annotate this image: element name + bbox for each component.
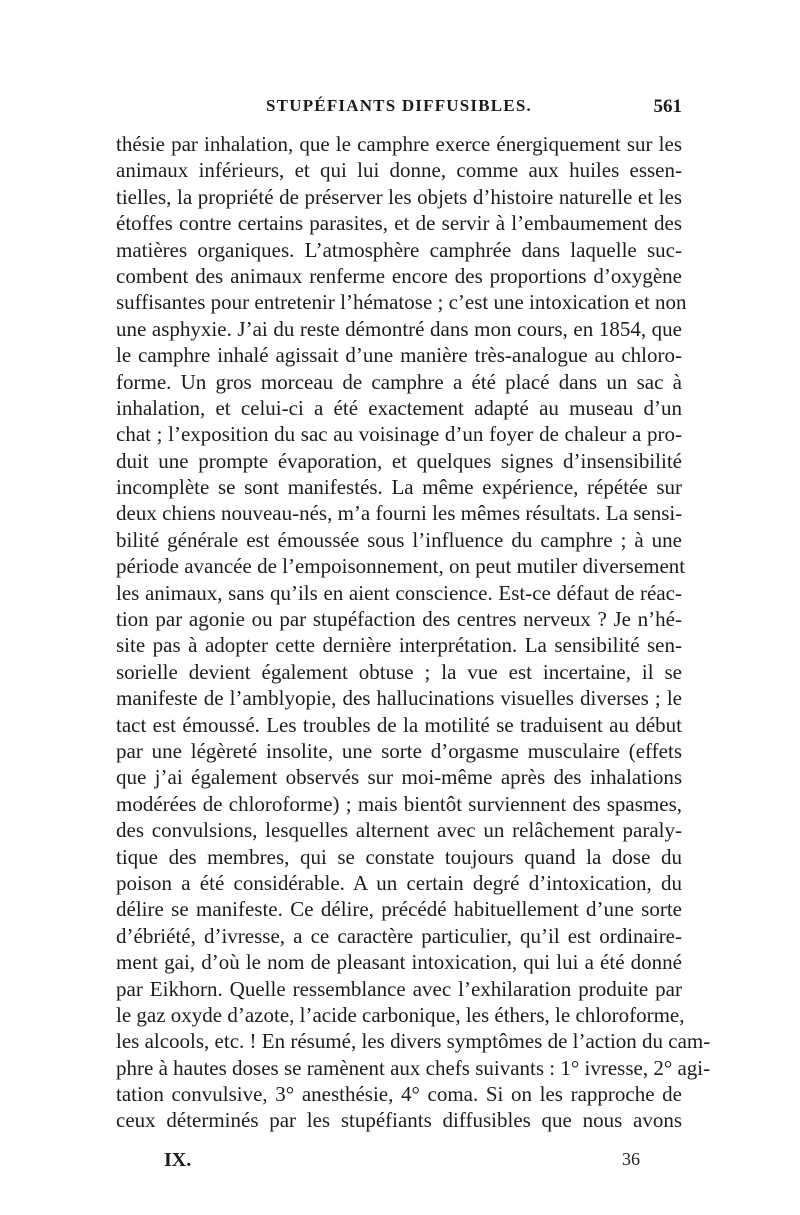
text-line: forme. Un gros morceau de camphre a été placé dans un sac à — [116, 369, 682, 394]
text-line: modérées de chloroforme) ; mais bientôt surviennent des spasmes, — [116, 791, 682, 816]
text-line: bilité générale est émoussée sous l’influence du camphre ; à une — [116, 527, 682, 552]
text-line: phre à hautes doses se ramènent aux chefs suivants : 1° ivresse, 2° agi- — [116, 1055, 711, 1080]
text-line: site pas à adopter cette dernière interprétation. La sensibilité sen- — [116, 633, 682, 658]
text-line: que j’ai également observés sur moi-même après des inhalations — [116, 765, 682, 790]
text-line: des convulsions, lesquelles alternent avec un relâchement paraly- — [116, 818, 682, 843]
text-line: animaux inférieurs, et qui lui donne, comme aux huiles essen- — [116, 158, 682, 183]
text-line: incomplète se sont manifestés. La même expérience, répétée sur — [116, 475, 682, 500]
text-line: délire se manifeste. Ce délire, précédé habituellement d’une sorte — [116, 897, 682, 922]
text-line: par une légèreté insolite, une sorte d’orgasme musculaire (effets — [116, 738, 682, 763]
text-line: le gaz oxyde d’azote, l’acide carbonique, les éthers, le chloroforme, — [116, 1002, 685, 1027]
text-line: les alcools, etc. ! En résumé, les divers symptômes de l’action du cam- — [116, 1029, 711, 1054]
text-line: tact est émoussé. Les troubles de la motilité se traduisent au début — [116, 712, 682, 737]
text-line: duit une prompte évaporation, et quelques signes d’insensibilité — [116, 448, 682, 473]
text-line: suffisantes pour entretenir l’hématose ; c’est une intoxication et non — [116, 290, 687, 315]
text-line: tion par agonie ou par stupéfaction des centres nerveux ? Je n’hé- — [116, 607, 682, 632]
text-line: par Eikhorn. Quelle ressemblance avec l’exhilaration produite par — [116, 976, 682, 1001]
text-line: sorielle devient également obtuse ; la vue est incertaine, il se — [116, 659, 682, 684]
text-line: combent des animaux renferme encore des proportions d’oxygène — [116, 263, 682, 288]
text-line: d’ébriété, d’ivresse, a ce caractère particulier, qu’il est ordinaire- — [116, 923, 682, 948]
sheet-number: 36 — [622, 1149, 640, 1169]
text-line: une asphyxie. J’ai du reste démontré dans mon cours, en 1854, que — [116, 316, 682, 341]
text-line: tation convulsive, 3° anesthésie, 4° coma. Si on les rapproche de — [116, 1082, 682, 1107]
body-text — [116, 131, 711, 1134]
text-line: les animaux, sans qu’ils en aient conscience. Est-ce défaut de réac- — [116, 580, 682, 605]
text-line: le camphre inhalé agissait d’une manière très-analogue au chloro- — [116, 343, 682, 368]
page-header — [116, 96, 682, 126]
text-line: poison a été considérable. A un certain degré d’intoxication, du — [116, 870, 682, 895]
text-line: manifeste de l’amblyopie, des hallucinations visuelles diverses ; le — [116, 686, 682, 711]
text-line: chat ; l’exposition du sac au voisinage d’un foyer de chaleur a pro- — [116, 422, 682, 447]
text-line: étoffes contre certains parasites, et de servir à l’embaumement des — [116, 211, 682, 236]
text-line: deux chiens nouveau-nés, m’a fourni les mêmes résultats. La sensi- — [116, 501, 683, 526]
running-title: STUPÉFIANTS DIFFUSIBLES. — [266, 96, 532, 115]
text-line: ceux déterminés par les stupéfiants diffusibles que nous avons — [116, 1108, 682, 1133]
page-number: 561 — [653, 96, 682, 117]
signature-mark: IX. — [164, 1149, 192, 1171]
text-line: ment gai, d’où le nom de pleasant intoxication, qui lui a été donné — [116, 950, 682, 975]
text-line: inhalation, et celui-ci a été exactement adapté au museau d’un — [116, 395, 682, 420]
text-line: matières organiques. L’atmosphère camphrée dans laquelle suc- — [116, 237, 682, 262]
text-line: période avancée de l’empoisonnement, on peut mutiler diversement — [116, 554, 686, 579]
text-line: thésie par inhalation, que le camphre exerce énergiquement sur les — [116, 132, 682, 156]
text-line: tielles, la propriété de préserver les objets d’histoire naturelle et les — [116, 184, 682, 209]
page-footer — [116, 1149, 682, 1179]
text-line: tique des membres, qui se constate toujours quand la dose du — [116, 844, 682, 869]
